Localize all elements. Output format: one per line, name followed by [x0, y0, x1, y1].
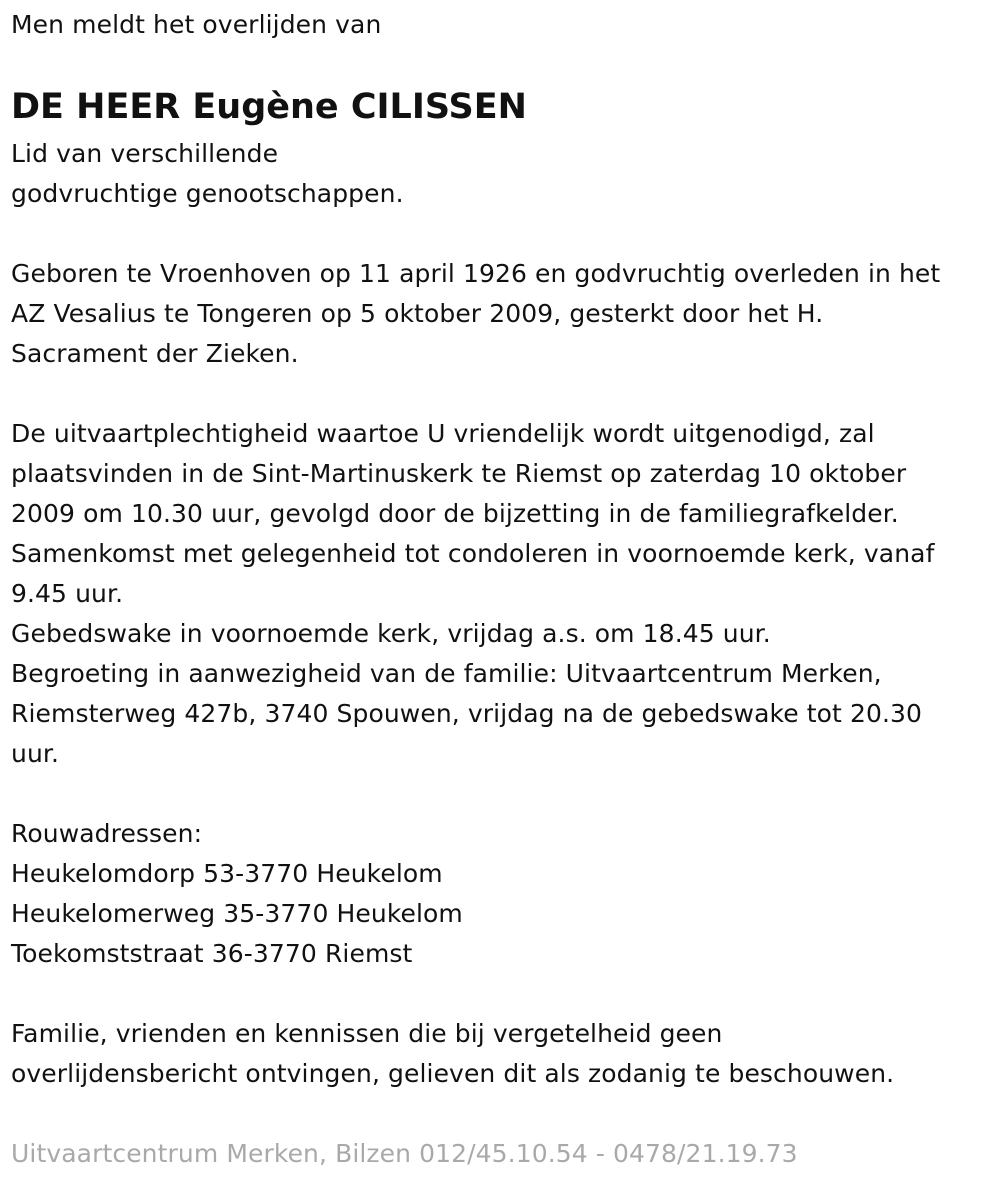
family-note-line: overlijdensbericht ontvingen, gelieven dit als zodanig te beschouwen. [11, 1059, 895, 1088]
address-item: Heukelomerweg 35-3770 Heukelom [11, 899, 463, 928]
funeral-paragraph [11, 414, 934, 774]
funeral-line: 2009 om 10.30 uur, gevolgd door de bijzetting in de familiegrafkelder. [11, 499, 899, 528]
membership-paragraph [11, 134, 404, 214]
address-item: Heukelomdorp 53-3770 Heukelom [11, 859, 443, 888]
funeral-line: 9.45 uur. [11, 579, 124, 608]
birth-death-line: Geboren te Vroenhoven op 11 april 1926 en godvruchtig overleden in het [11, 259, 941, 288]
membership-line: godvruchtige genootschappen. [11, 179, 404, 208]
funeral-line: Samenkomst met gelegenheid tot condoleren in voornoemde kerk, vanaf [11, 539, 935, 568]
intro-text: Men meldt het overlijden van [11, 10, 382, 39]
funeral-line: De uitvaartplechtigheid waartoe U vriendelijk wordt uitgenodigd, zal [11, 419, 875, 448]
membership-line: Lid van verschillende [11, 139, 279, 168]
family-note-paragraph [11, 1014, 894, 1094]
funeral-line: Gebedswake in voornoemde kerk, vrijdag a.s. om 18.45 uur. [11, 619, 771, 648]
birth-death-line: Sacrament der Zieken. [11, 339, 299, 368]
address-item: Toekomststraat 36-3770 Riemst [11, 939, 413, 968]
funeral-line: Begroeting in aanwezigheid van de familie: Uitvaartcentrum Merken, [11, 659, 882, 688]
deceased-name: DE HEER Eugène CILISSEN [11, 87, 527, 127]
funeral-line: Riemsterweg 427b, 3740 Spouwen, vrijdag na de gebedswake tot 20.30 [11, 699, 923, 728]
funeral-line: plaatsvinden in de Sint-Martinuskerk te Riemst op zaterdag 10 oktober [11, 459, 907, 488]
addresses-section [11, 814, 463, 974]
birth-death-paragraph [11, 254, 940, 374]
funeral-line: uur. [11, 739, 60, 768]
family-note-line: Familie, vrienden en kennissen die bij vergetelheid geen [11, 1019, 723, 1048]
funeral-home-footer: Uitvaartcentrum Merken, Bilzen 012/45.10.54 - 0478/21.19.73 [11, 1139, 798, 1168]
birth-death-line: AZ Vesalius te Tongeren op 5 oktober 2009, gesterkt door het H. [11, 299, 824, 328]
addresses-heading: Rouwadressen: [11, 819, 203, 848]
